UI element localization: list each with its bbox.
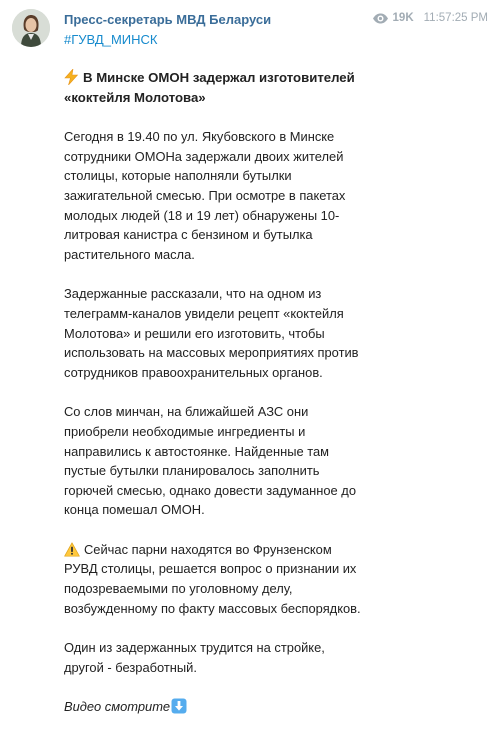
post-title-text: В Минске ОМОН задержал изготовителей «коктейля Молотова»	[64, 70, 355, 105]
channel-name[interactable]: Пресс-секретарь МВД Беларуси	[64, 12, 272, 27]
post-title	[64, 68, 364, 107]
paragraph-4-text: Сейчас парни находятся во Фрунзенском РУВД столицы, решается вопрос о признании их подозреваемыми по уголовному делу, возбужденному по факту массовых беспорядков.	[64, 541, 361, 616]
warning-emoji-icon	[64, 542, 80, 557]
paragraph-2: Задержанные рассказали, что на одном из телеграмм-каналов увидели рецепт «коктейля Молотова» и решили его изготовить, чтобы использовать на массовых мероприятиях против сотрудников правоохранительных органов.	[64, 286, 359, 380]
eye-icon	[372, 13, 389, 24]
video-note	[64, 697, 364, 717]
paragraph-1: Сегодня в 19.40 по ул. Якубовского в Минске сотрудники ОМОНа задержали двоих жителей столицы, которые наполняли бутылки зажигательной смесью. При осмотре в пакетах молодых людей (18 и 19 лет) обнаружены 10-литровая канистра с бензином и бутылка растительного масла.	[64, 129, 346, 262]
paragraph-4	[64, 540, 364, 618]
avatar-photo	[12, 9, 50, 47]
paragraph-3: Со слов минчан, на ближайшей АЗС они приобрели необходимые ингредиенты и направились к автостоянке. Найденные там пустые бутылки планировалось заполнить горючей смесью, однако довести задуманное до конца помешал ОМОН.	[64, 404, 356, 518]
channel-avatar[interactable]	[12, 9, 50, 47]
message-time: 11:57:25 PM	[423, 12, 488, 24]
paragraph-5: Один из задержанных трудится на стройке, другой - безработный.	[64, 640, 325, 675]
arrow-down-emoji-icon	[171, 698, 187, 714]
lightning-emoji-icon	[64, 69, 79, 85]
view-count: 19K	[392, 12, 414, 24]
hashtag-link[interactable]: #ГУВД_МИНСК	[64, 32, 158, 47]
message-body	[64, 68, 364, 737]
message-meta	[372, 12, 488, 24]
video-note-text: Видео смотрите	[64, 699, 171, 715]
